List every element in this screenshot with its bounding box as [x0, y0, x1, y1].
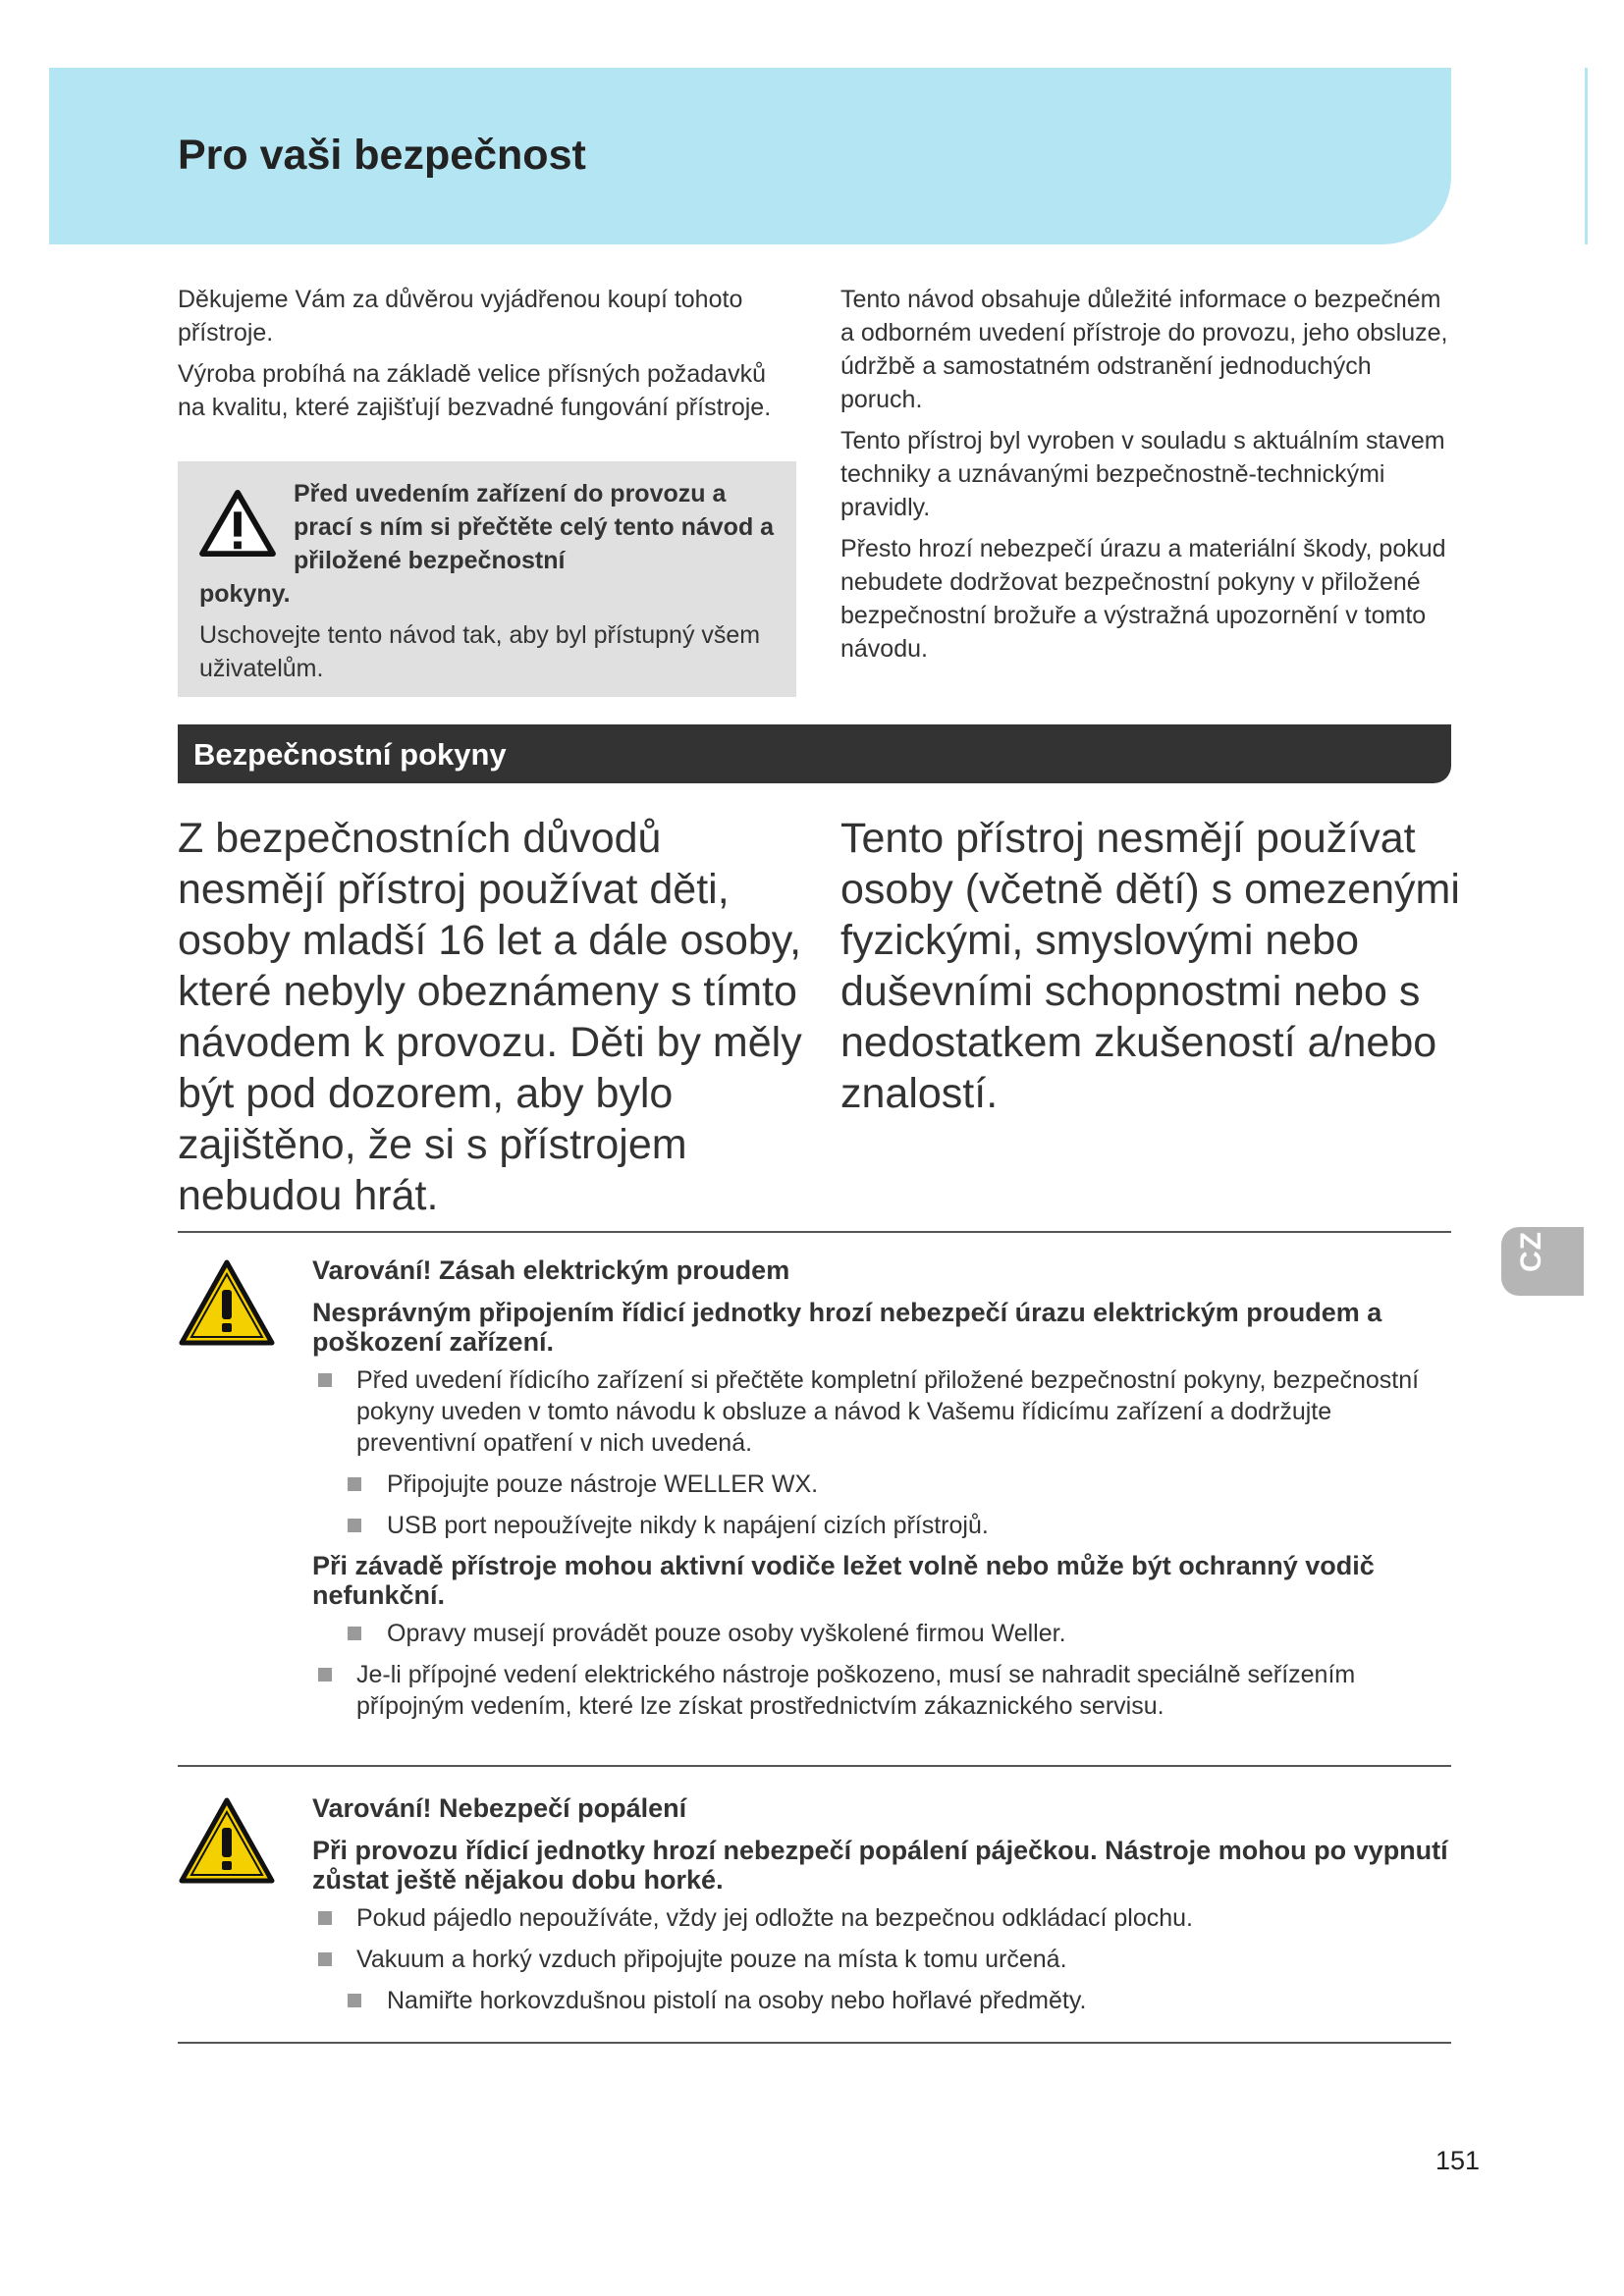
- intro-paragraph: Tento přístroj byl vyroben v souladu s aktuálním stavem techniky a uznávanými bezpečnostně-technickými pravidly.: [840, 427, 1445, 521]
- section-heading: Bezpečnostní pokyny: [193, 737, 507, 772]
- warning-icon: [199, 489, 276, 558]
- bullet-icon: [348, 1519, 361, 1532]
- bullet-icon: [318, 1668, 332, 1682]
- list-item: [312, 1510, 1451, 1541]
- electric-warning-icon: [178, 1258, 276, 1347]
- bullet-icon: [348, 1477, 361, 1491]
- bullet-icon: [318, 1911, 332, 1925]
- list-item-text: Připojujte pouze nástroje WELLER WX.: [387, 1470, 819, 1498]
- warning-bold-text: Nesprávným připojením řídicí jednotky hrozí nebezpečí úrazu elektrickým proudem a poškození zařízení.: [312, 1298, 1382, 1357]
- bullet-icon: [318, 1373, 332, 1387]
- page-title: Pro vaši bezpečnost: [178, 132, 586, 179]
- list-item: [312, 1944, 1451, 1975]
- intro-paragraph: Tento návod obsahuje důležité informace o bezpečném a odborném uvedení přístroje do provozu, jeho obsluze, údržbě a samostatném odstranění jednoduchých poruch.: [840, 286, 1448, 413]
- list-item-text: Je-li přípojné vedení elektrického nástroje poškozeno, musí se nahradit speciálně seřízením přípojným vedením, které lze získat prostřednictvím zákaznického servisu.: [356, 1661, 1356, 1720]
- list-item-text: Vakuum a horký vzduch připojujte pouze na místa k tomu určená.: [356, 1946, 1067, 1973]
- warning-list: [312, 1364, 1451, 1541]
- list-item: [312, 1659, 1451, 1722]
- intro-paragraph: Děkujeme Vám za důvěrou vyjádřenou koupí tohoto přístroje.: [178, 286, 743, 347]
- list-item: [312, 1618, 1451, 1649]
- warning-bold-text: Při provozu řídicí jednotky hrozí nebezpečí popálení páječkou. Nástroje mohou po vypnutí zůstat ještě nějakou dobu horké.: [312, 1836, 1448, 1895]
- divider: [178, 1765, 1451, 1767]
- list-item: [312, 1364, 1451, 1459]
- intro-paragraph: Výroba probíhá na základě velice přísných požadavků na kvalitu, které zajišťují bezvadné fungování přístroje.: [178, 360, 772, 421]
- list-item-text: Před uvedení řídicího zařízení si přečtěte kompletní přiložené bezpečnostní pokyny, bezpečnostní pokyny uveden v tomto návodu k obsluze a návod k Vašemu řídicímu zařízení a dodržujte preventivní opatření v nich uvedená.: [356, 1366, 1420, 1457]
- list-item-text: Pokud pájedlo nepoužíváte, vždy jej odložte na bezpečnou odkládací plochu.: [356, 1904, 1193, 1932]
- note-text: Uschovejte tento návod tak, aby byl přístupný všem uživatelům.: [199, 621, 761, 682]
- note-bold-text: Před uvedením zařízení do provozu a prací s ním si přečtěte celý tento návod a přiložené bezpečnostní: [294, 480, 775, 574]
- list-item: [312, 1468, 1451, 1500]
- bullet-icon: [348, 1994, 361, 2007]
- warning-list: [312, 1902, 1451, 2016]
- burn-warning-icon: [178, 1796, 276, 1885]
- intro-left-column: [178, 283, 786, 432]
- list-item-text: USB port nepoužívejte nikdy k napájení cizích přístrojů.: [387, 1512, 989, 1539]
- list-item: [312, 1985, 1451, 2016]
- list-item-text: Opravy musejí provádět pouze osoby vyškolené firmou Weller.: [387, 1620, 1066, 1647]
- warning-bold-text: Při závadě přístroje mohou aktivní vodiče ležet volně nebo může být ochranný vodič nefunkční.: [312, 1551, 1375, 1610]
- note-bold-tail: pokyny.: [199, 580, 291, 608]
- warning-list: [312, 1618, 1451, 1722]
- bullet-icon: [348, 1627, 361, 1640]
- list-item: [312, 1902, 1451, 1934]
- large-safety-text-left: Z bezpečnostních důvodů nesmějí přístroj používat děti, osoby mladší 16 let a dále osoby, které nebyly obeznámeny s tímto návodem k provozu. Děti by měly být pod dozorem, aby bylo zajištěno, že si s přístrojem nebudou hrát.: [178, 815, 802, 1219]
- intro-right-column: [840, 283, 1449, 673]
- language-tab: [1501, 1227, 1584, 1296]
- warning-burn: [312, 1792, 1451, 2026]
- warning-electric: [312, 1255, 1451, 1732]
- bullet-icon: [318, 1952, 332, 1966]
- section-heading-bar: [178, 724, 1451, 783]
- divider: [178, 1231, 1451, 1233]
- edge-line: [1585, 68, 1588, 244]
- list-item-text: Namiřte horkovzdušnou pistolí na osoby nebo hořlavé předměty.: [387, 1987, 1087, 2014]
- warning-title: Varování! Nebezpečí popálení: [312, 1793, 687, 1823]
- note-box: [178, 461, 796, 697]
- divider: [178, 2042, 1451, 2044]
- language-tab-label: CZ: [1515, 1231, 1547, 1272]
- intro-paragraph: Přesto hrozí nebezpečí úrazu a materiální škody, pokud nebudete dodržovat bezpečnostní pokyny v přiložené bezpečnostní brožuře a výstražná upozornění v tomto návodu.: [840, 535, 1446, 663]
- page-number: 151: [1435, 2146, 1481, 2175]
- large-safety-text-right: Tento přístroj nesmějí používat osoby (včetně dětí) s omezenými fyzickými, smyslovými nebo duševními schopnostmi nebo s nedostatkem zkušeností a/nebo znalostí.: [840, 815, 1460, 1117]
- warning-title: Varování! Zásah elektrickým proudem: [312, 1255, 790, 1285]
